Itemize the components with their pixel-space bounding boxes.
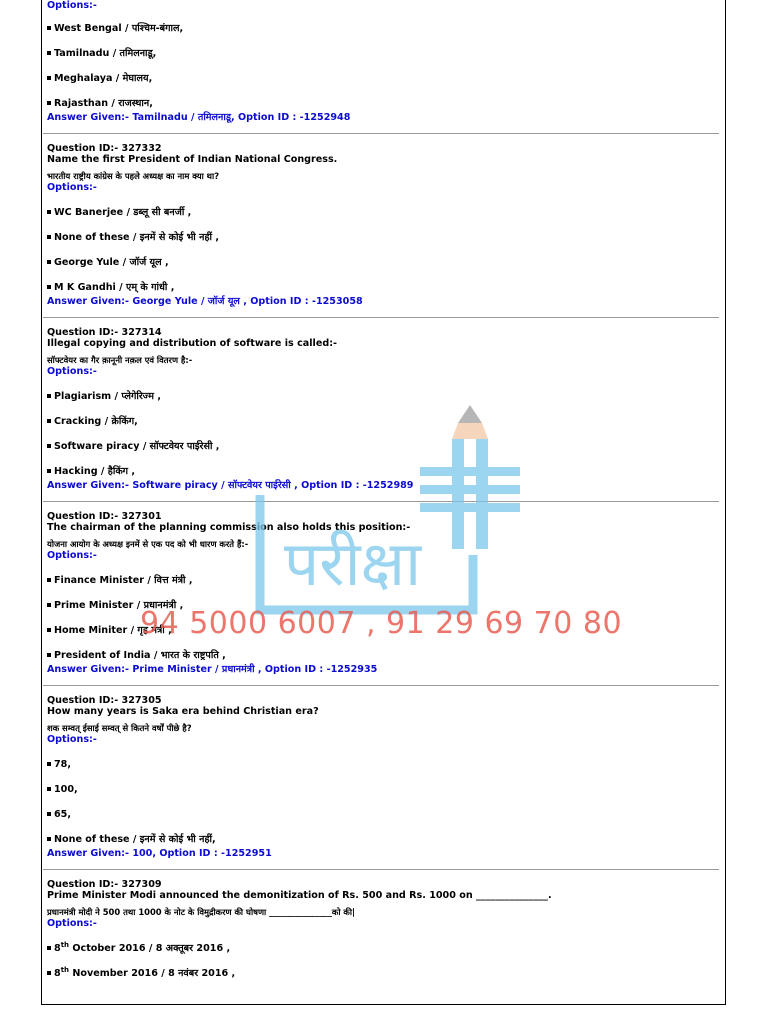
question-text-hindi: शक सम्वत् ईसाई सम्वत् से कितने वर्षों पीछे है? [47, 723, 192, 733]
answer-given: Answer Given:- 100, Option ID : -1252951 [47, 848, 272, 859]
question-text: How many years is Saka era behind Christian era? [47, 706, 319, 717]
answer-given: Answer Given:- Tamilnadu / तमिलनाडू, Option ID : -1252948 [47, 112, 351, 123]
logo-text: परीक्षा [284, 527, 422, 600]
question-block [47, 318, 719, 491]
option-item: Software piracy / सॉफ्टवेयर पाईरेसी , [47, 441, 719, 452]
option-item: None of these / इनमें से कोई भी नहीं , [47, 232, 719, 243]
bullet-icon [47, 26, 51, 30]
option-item: George Yule / जॉर्ज यूल , [47, 257, 719, 268]
bullet-icon [47, 76, 51, 80]
bullet-icon [47, 653, 51, 657]
bullet-icon [47, 51, 51, 55]
bullet-icon [47, 101, 51, 105]
question-text: Illegal copying and distribution of software is called:- [47, 338, 338, 349]
question-id: Question ID:- 327309 [47, 879, 162, 890]
answer-given: Answer Given:- Prime Minister / प्रधानमंत्री , Option ID : -1252935 [47, 664, 378, 675]
bullet-icon [47, 603, 51, 607]
answer-given: Answer Given:- Software piracy / सॉफ्टवेयर पाईरेसी , Option ID : -1252989 [47, 480, 414, 491]
question-block [47, 686, 719, 859]
bullet-icon [47, 578, 51, 582]
option-item: Home Miniter / गृह मंत्री , [47, 625, 719, 636]
bullet-icon [47, 762, 51, 766]
bullet-icon [47, 946, 51, 950]
option-item: Tamilnadu / तमिलनाडू, [47, 48, 719, 59]
options-label: Options:- [47, 550, 97, 561]
option-item: Finance Minister / वित्त मंत्री , [47, 575, 719, 586]
question-block [47, 870, 719, 979]
option-item: 8th November 2016 / 8 नवंबर 2016 , [47, 968, 719, 979]
question-block [47, 134, 719, 307]
question-id: Question ID:- 327305 [47, 695, 162, 706]
option-item: 100, [47, 784, 719, 795]
option-item: Hacking / हैकिंग , [47, 466, 719, 477]
question-text: Prime Minister Modi announced the demonitization of Rs. 500 and Rs. 1000 on _______________. [47, 890, 552, 901]
bullet-icon [47, 210, 51, 214]
bullet-icon [47, 444, 51, 448]
options-label: Options:- [47, 182, 97, 193]
options-label: Options:- [47, 734, 97, 745]
options-label: Options:- [47, 366, 97, 377]
question-block [47, 502, 719, 675]
bullet-icon [47, 628, 51, 632]
option-item: None of these / इनमें से कोई भी नहीं, [47, 834, 719, 845]
option-item: 65, [47, 809, 719, 820]
option-item: Plagiarism / प्लेगेरिज्म , [47, 391, 719, 402]
bullet-icon [47, 469, 51, 473]
bullet-icon [47, 394, 51, 398]
bullet-icon [47, 285, 51, 289]
options-label: Options:- [47, 918, 97, 929]
option-item: Meghalaya / मेघालय, [47, 73, 719, 84]
question-id: Question ID:- 327301 [47, 511, 162, 522]
question-list [47, 0, 719, 979]
question-text-hindi: सॉफ्टवेयर का गैर क़ानूनी नक़ल एवं वितरण है:- [47, 355, 193, 365]
question-text-hindi: प्रधानमंत्री मोदी ने 500 तथा 1000 के नोट के विमुद्रीकरण की घोषणा _______________को की| [47, 907, 356, 917]
option-item: Rajasthan / राजस्थान, [47, 98, 719, 109]
bullet-icon [47, 419, 51, 423]
question-id: Question ID:- 327332 [47, 143, 162, 154]
answer-given: Answer Given:- George Yule / जॉर्ज यूल , Option ID : -1253058 [47, 296, 363, 307]
question-block-partial [47, 0, 719, 123]
question-id: Question ID:- 327314 [47, 327, 162, 338]
option-item: 78, [47, 759, 719, 770]
bullet-icon [47, 787, 51, 791]
watermark-phone: 94 5000 6007 , 91 29 69 70 80 [140, 606, 623, 641]
option-item: WC Banerjee / डब्लू सी बनर्जी , [47, 207, 719, 218]
bullet-icon [47, 235, 51, 239]
question-text: Name the first President of Indian National Congress. [47, 154, 338, 165]
option-item: Cracking / क्रेकिंग, [47, 416, 719, 427]
option-item: Prime Minister / प्रधानमंत्री , [47, 600, 719, 611]
question-text: The chairman of the planning commission also holds this position:- [47, 522, 411, 533]
question-text-hindi: योजना आयोग के अध्यक्ष इनमें से एक पद को भी धारण करते हैं:- [47, 539, 249, 549]
option-item: President of India / भारत के राष्ट्रपति , [47, 650, 719, 661]
bullet-icon [47, 260, 51, 264]
bullet-icon [47, 971, 51, 975]
bullet-icon [47, 837, 51, 841]
option-item: West Bengal / पश्चिम-बंगाल, [47, 23, 719, 34]
question-text-hindi: भारतीय राष्ट्रीय कांग्रेस के पहले अध्यक्ष का नाम क्या था? [47, 171, 220, 181]
option-item: 8th October 2016 / 8 अक्तूबर 2016 , [47, 943, 719, 954]
option-item: M K Gandhi / एम् के गांधी , [47, 282, 719, 293]
bullet-icon [47, 812, 51, 816]
options-label: Options:- [47, 0, 97, 11]
